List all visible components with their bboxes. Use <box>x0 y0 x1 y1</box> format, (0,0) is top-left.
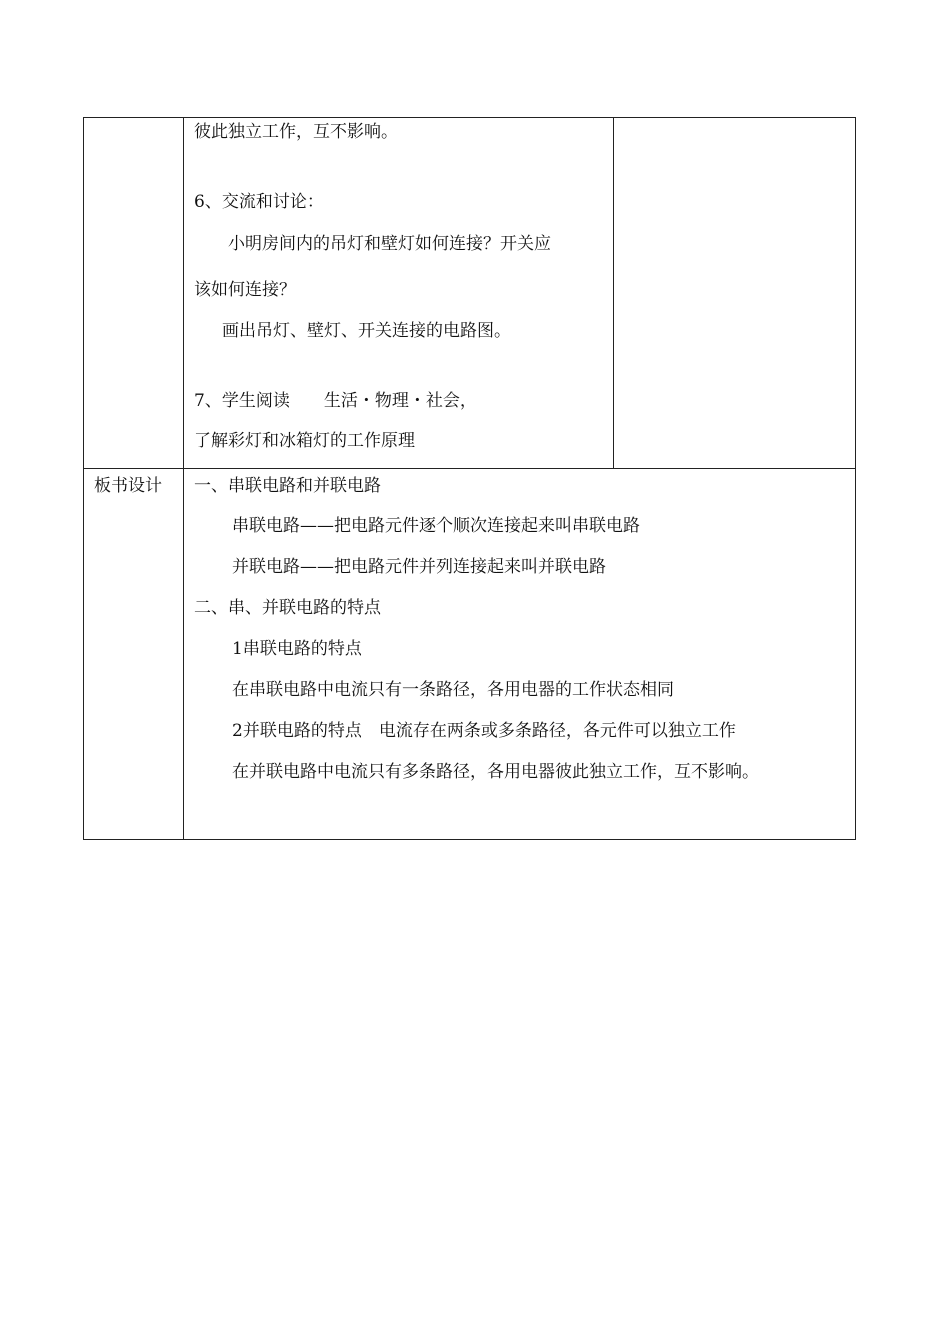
activity-line-7: 了解彩灯和冰箱灯的工作原理 <box>194 431 415 451</box>
activity-line-4: 该如何连接？ <box>194 280 296 300</box>
activity-line-3: 小明房间内的吊灯和壁灯如何连接？开关应 <box>228 234 551 254</box>
board-design-label: 板书设计 <box>94 476 162 496</box>
activity-line-6: 7、学生阅读 生活・物理・社会， <box>194 391 477 411</box>
activity-line-2: 6、交流和讨论： <box>194 192 324 212</box>
board-line-5: 1串联电路的特点 <box>232 639 362 659</box>
activity-line-1: 彼此独立工作，互不影响。 <box>194 122 398 142</box>
board-line-1: 一、串联电路和并联电路 <box>194 476 381 496</box>
board-line-8: 在并联电路中电流只有多条路径，各用电器彼此独立工作，互不影响。 <box>232 762 759 782</box>
table-row-divider <box>83 468 856 469</box>
table-divider-notes <box>613 117 614 469</box>
board-line-4: 二、串、并联电路的特点 <box>194 598 381 618</box>
activity-line-5: 画出吊灯、壁灯、开关连接的电路图。 <box>222 321 511 341</box>
board-line-6: 在串联电路中电流只有一条路径，各用电器的工作状态相同 <box>232 680 674 700</box>
table-divider-label <box>183 117 184 840</box>
board-line-3: 并联电路——把电路元件并列连接起来叫并联电路 <box>232 557 606 577</box>
board-line-2: 串联电路——把电路元件逐个顺次连接起来叫串联电路 <box>232 516 640 536</box>
board-line-7: 2并联电路的特点 电流存在两条或多条路径，各元件可以独立工作 <box>232 721 736 741</box>
